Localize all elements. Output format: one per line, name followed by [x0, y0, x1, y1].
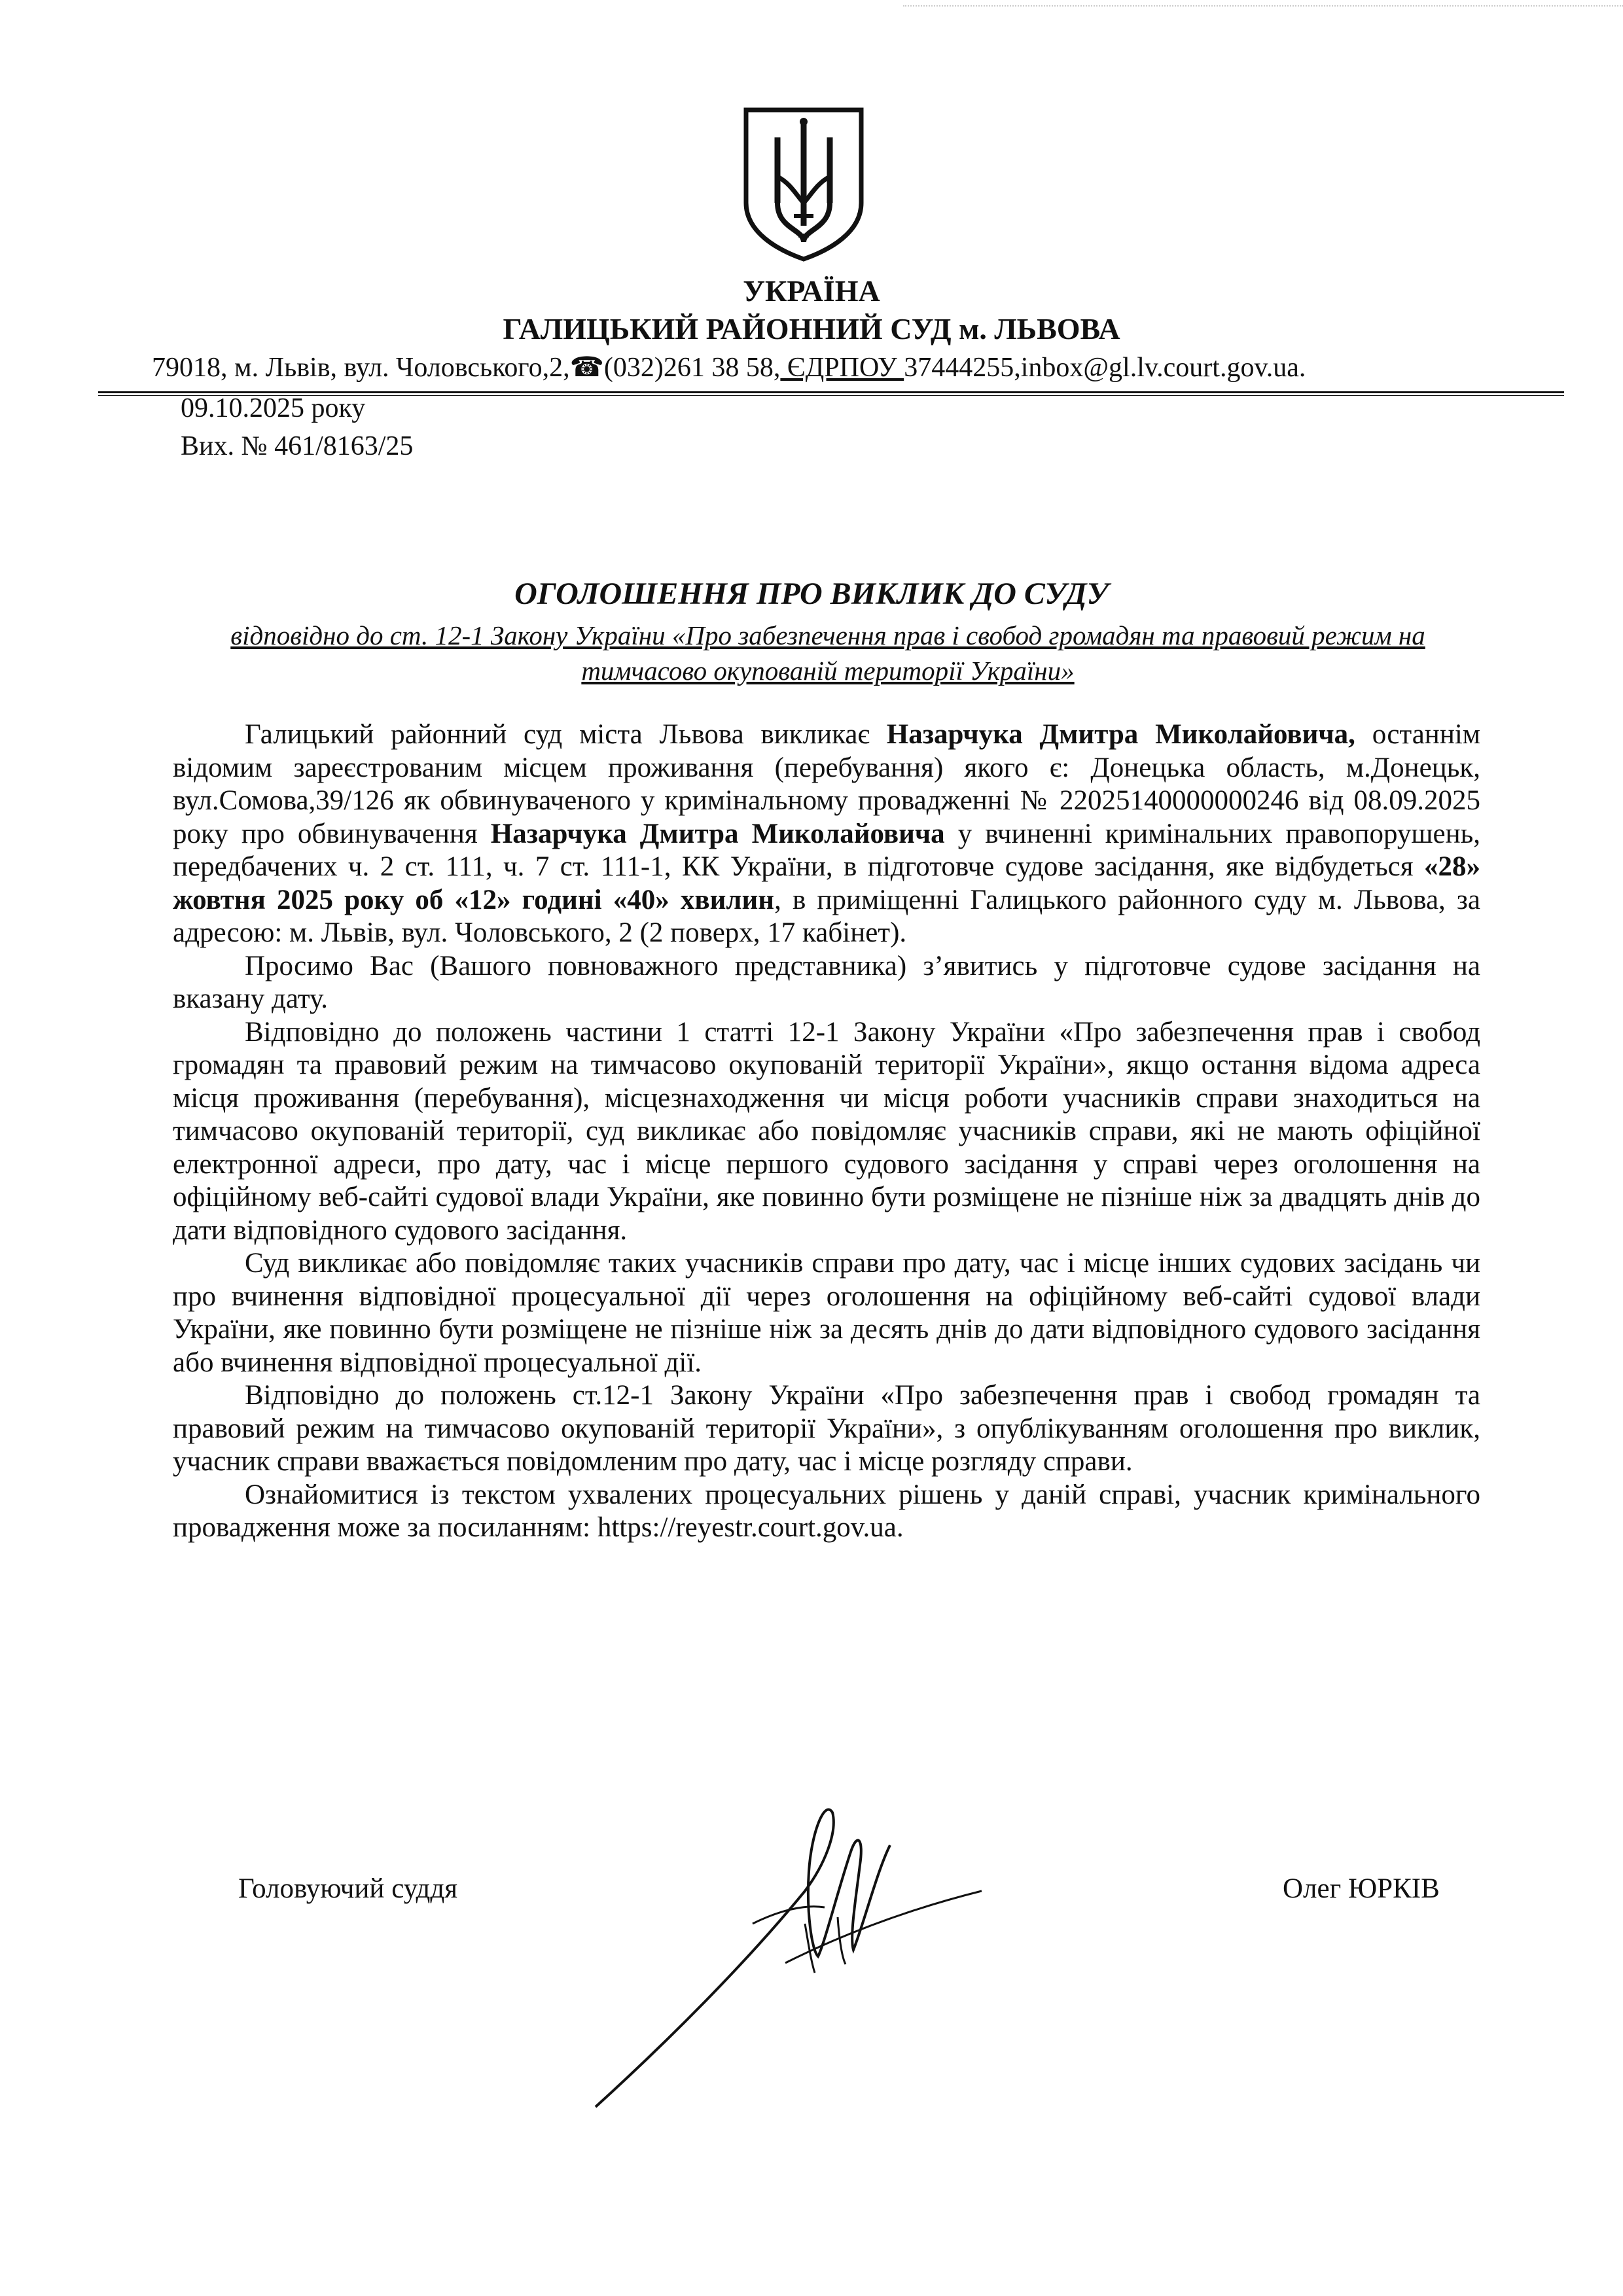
judge-name: Олег ЮРКІВ: [1283, 1873, 1440, 1904]
address-part-2: 37444255,inbox@gl.lv.court.gov.ua.: [904, 353, 1306, 383]
document-date: 09.10.2025 року: [181, 393, 366, 423]
p1-text-b: останнім відомим зареєстрованим місцем проживання (перебування) якого є: Донецька область, м.Донецьк, вул.Сомова,39/126 як обвинуваченого у кримінальному провадженні № 22025140000000246 від 08.09.2025 року про обвинувачення: [173, 719, 1480, 849]
court-heading: ГАЛИЦЬКИЙ РАЙОННИЙ СУД м. ЛЬВОВА: [503, 312, 1120, 345]
country-heading: УКРАЇНА: [743, 274, 880, 308]
paragraph-registry-link: Ознайомитися із текстом ухвалених процесуальних рішень у даній справі, учасник кримінального провадження може за посиланням: https://reyestr.court.gov.ua.: [173, 1479, 1480, 1543]
phone-number: (032)261 38 58,: [603, 353, 781, 383]
notice-title: ОГОЛОШЕННЯ ПРО ВИКЛИК ДО СУДУ: [514, 576, 1109, 611]
edrpou-label: ЄДРПОУ: [780, 353, 904, 383]
signature-role: Головуючий суддя: [238, 1873, 458, 1904]
coat-of-arms-icon: [738, 105, 869, 262]
handwritten-signature-icon: [589, 1793, 995, 2120]
paragraph-summons: [173, 718, 1480, 950]
defendant-name: Назарчука Дмитра Миколайовича,: [886, 719, 1355, 750]
hearing-datetime: «28» жовтня 2025 року об «12» годині «40» хвилин: [173, 851, 1480, 915]
p1-text-c: у вчиненні кримінальних правопорушень, передбачених ч. 2 ст. 111, ч. 7 ст. 111-1, КК України, в підготовче судове засідання, яке відбудеться: [173, 818, 1481, 882]
paragraph-law-2: Суд викликає або повідомляє таких учасників справи про дату, час і місце інших судових засідань чи про вчинення відповідної процесуальної дії через оголошення на офіційному веб-сайті судової влади України, яке повинно бути розміщене не пізніше ніж за десять днів до дати відповідного судового засідання або вчинення відповідної процесуальної дії.: [173, 1248, 1480, 1378]
court-address-line: [152, 351, 1306, 383]
address-part-1: 79018, м. Львів, вул. Чоловського,2,: [152, 353, 570, 383]
defendant-name-repeat: Назарчука Дмитра Миколайовича: [490, 818, 945, 849]
paragraph-law-1: Відповідно до положень частини 1 статті 12-1 Закону України «Про забезпечення прав і свобод громадян та правовий режим на тимчасово окупованій території України», якщо остання відома адреса місця проживання (перебування), місцезнаходження чи місця роботи учасників справи знаходиться на тимчасово окупованій території, суд викликає або повідомляє учасників справи, які не мають офіційної електронної адреси, про дату, час і місце першого судового засідання у справі через оголошення на офіційному веб-сайті судової влади України, яке повинно бути розміщене не пізніше ніж за двадцять днів до дати відповідного судового засідання.: [173, 1016, 1480, 1246]
outgoing-number: Вих. № 461/8163/25: [181, 431, 414, 461]
notice-body: [173, 718, 1480, 1545]
p1-text-a: Галицький районний суд міста Львова викликає: [245, 719, 887, 750]
scan-artifact: [903, 5, 1623, 9]
paragraph-law-3: Відповідно до положень ст.12-1 Закону України «Про забезпечення прав і свобод громадян та правовий режим на тимчасово окупованій території України», з опублікуванням оголошення про виклик, учасник справи вважається повідомленим про дату, час і місце розгляду справи.: [173, 1380, 1480, 1477]
notice-subtitle: відповідно до ст. 12-1 Закону України «Про забезпечення прав і свобод громадян та правовий режим на тимчасово окупованій території України»: [230, 620, 1425, 686]
phone-icon: ☎: [569, 353, 604, 383]
paragraph-request: Просимо Вас (Вашого повноважного представника) з’явитись у підготовче судове засідання на вказану дату.: [173, 950, 1480, 1014]
p1-text-d: , в приміщенні Галицького районного суду м. Львова, за адресою: м. Львів, вул. Чоловського, 2 (2 поверх, 17 кабінет).: [173, 884, 1480, 948]
